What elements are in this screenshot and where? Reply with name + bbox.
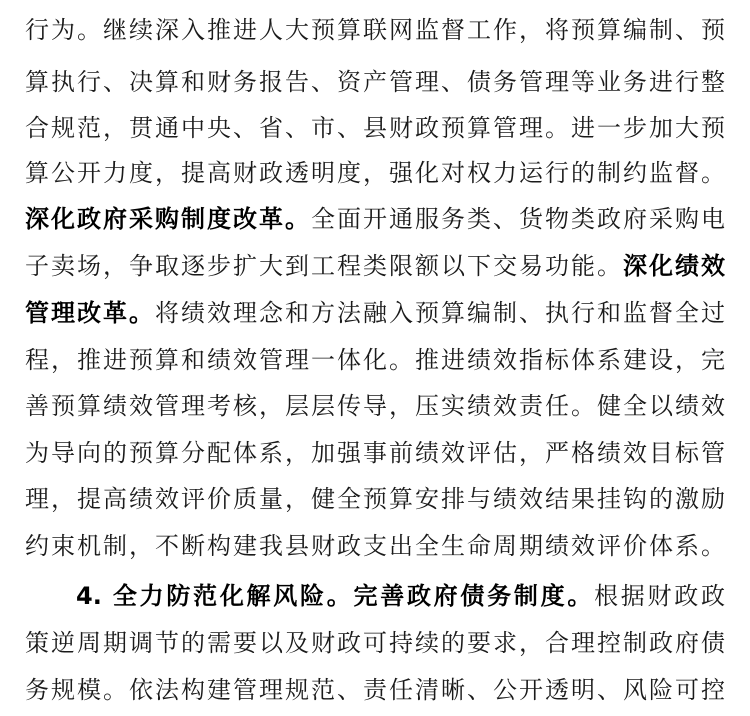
text-segment: 全面开通服务类、货物类政府采购电 <box>311 205 725 233</box>
text-segment: 子卖场，争取逐步扩大到工程类限额以下交易功能。 <box>25 252 623 280</box>
text-line <box>25 193 725 245</box>
text-line <box>25 380 725 432</box>
text-line <box>25 240 725 292</box>
text-segment: 善预算绩效管理考核，层层传导，压实绩效责任。健全以绩效 <box>25 392 725 420</box>
text-segment: 合规范，贯通中央、省、市、县财政预算管理。进一步加大预 <box>25 114 725 142</box>
text-segment: 程，推进预算和绩效管理一体化。推进绩效指标体系建设，完 <box>25 346 725 374</box>
text-line <box>25 147 725 199</box>
text-segment: 为导向的预算分配体系，加强事前绩效评估，严格绩效目标管 <box>25 439 725 467</box>
text-line <box>25 617 725 669</box>
text-line <box>76 570 725 622</box>
text-line <box>25 473 725 525</box>
text-segment: 将绩效理念和方法融入预算编制、执行和监督全过 <box>155 299 725 327</box>
text-line <box>25 334 725 386</box>
text-line <box>25 56 725 108</box>
bold-heading-segment: 4. 全力防范化解风险。完善政府债务制度。 <box>76 582 595 610</box>
text-segment: 算公开力度，提高财政透明度，强化对权力运行的制约监督。 <box>25 159 725 187</box>
text-line <box>25 520 725 572</box>
text-line <box>25 664 725 716</box>
text-segment: 理，提高绩效评价质量，健全预算安排与绩效结果挂钩的激励 <box>25 485 725 513</box>
text-segment: 策逆周期调节的需要以及财政可持续的要求，合理控制政府债 <box>25 629 725 657</box>
text-line <box>25 427 725 479</box>
text-segment: 行为。继续深入推进人大预算联网监督工作，将预算编制、预 <box>25 16 725 44</box>
bold-heading-segment: 深化政府采购制度改革。 <box>25 205 311 233</box>
text-line <box>25 287 725 339</box>
text-segment: 算执行、决算和财务报告、资产管理、债务管理等业务进行整 <box>25 68 725 96</box>
text-segment: 务规模。依法构建管理规范、责任清晰、公开透明、风险可控 <box>25 676 725 704</box>
text-segment: 根据财政政 <box>594 582 725 610</box>
text-line <box>25 4 725 56</box>
bold-heading-segment: 深化绩效 <box>623 252 725 280</box>
text-segment: 约束机制，不断构建我县财政支出全生命周期绩效评价体系。 <box>25 532 725 560</box>
bold-heading-segment: 管理改革。 <box>25 299 155 327</box>
